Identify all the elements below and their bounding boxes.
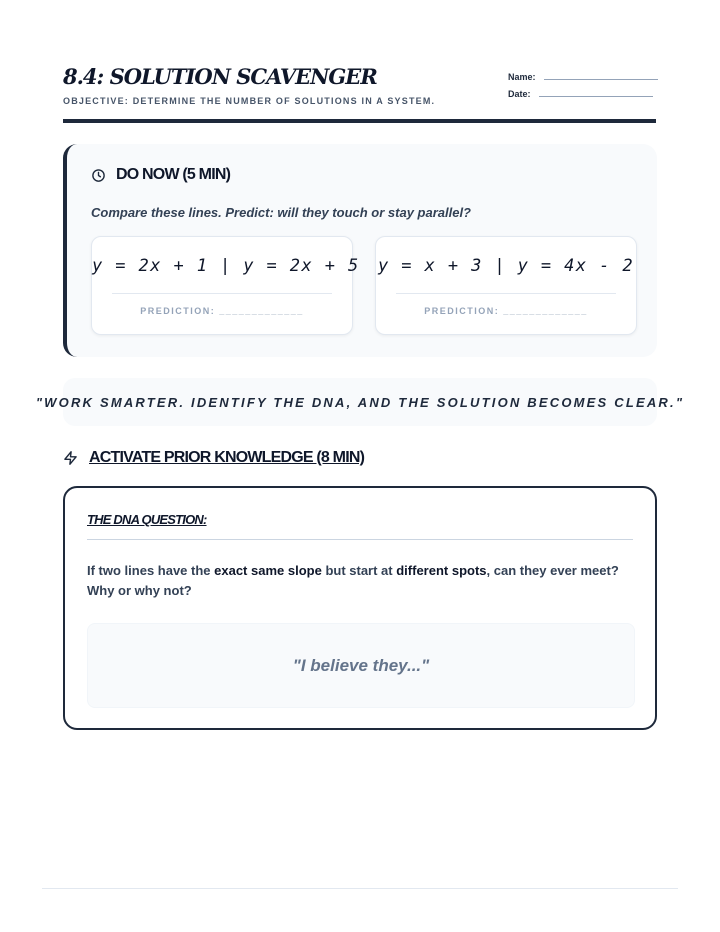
dna-question-text <box>87 561 635 601</box>
equation-pair: y = 2x + 1 | y = 2x + 5 <box>92 256 360 276</box>
objective-text: OBJECTIVE: DETERMINE THE NUMBER OF SOLUTIONS IN A SYSTEM. <box>63 96 436 106</box>
dna-question-label: THE DNA QUESTION: <box>87 512 207 527</box>
name-line[interactable] <box>544 79 658 80</box>
date-label: Date: <box>508 89 531 99</box>
header-divider <box>63 119 656 123</box>
motto-quote: "WORK SMARTER. IDENTIFY THE DNA, AND THE SOLUTION BECOMES CLEAR." <box>63 378 657 426</box>
answer-area[interactable]: "I believe they..." <box>87 623 635 708</box>
dna-question-box <box>63 486 657 730</box>
question-text-part: but start at <box>321 563 397 578</box>
question-emphasis: exact same slope <box>214 563 322 578</box>
do-now-title: DO NOW (5 MIN) <box>116 166 231 183</box>
card-divider <box>112 293 332 294</box>
lightning-icon <box>63 450 78 466</box>
name-label: Name: <box>508 72 536 82</box>
dna-divider <box>87 539 633 540</box>
name-field[interactable] <box>508 65 658 82</box>
student-info-fields <box>508 65 658 99</box>
do-now-panel <box>63 144 657 357</box>
prediction-blank[interactable]: PREDICTION: _____________ <box>140 306 304 316</box>
date-field[interactable] <box>508 82 658 99</box>
equation-cards <box>91 236 637 335</box>
equation-pair: y = x + 3 | y = 4x - 2 <box>378 256 634 276</box>
footer-divider <box>42 888 678 889</box>
activate-heading <box>63 449 364 467</box>
question-text-part: , can they ever meet? Why or why not? <box>87 563 619 598</box>
question-emphasis: different spots <box>396 563 487 578</box>
do-now-heading <box>91 166 230 184</box>
equation-card <box>91 236 360 335</box>
prediction-blank[interactable]: PREDICTION: _____________ <box>424 306 588 316</box>
clock-icon <box>91 168 106 183</box>
date-line[interactable] <box>539 96 653 97</box>
do-now-prompt: Compare these lines. Predict: will they touch or stay parallel? <box>91 205 471 220</box>
equation-card <box>375 236 637 335</box>
activate-title: ACTIVATE PRIOR KNOWLEDGE (8 MIN) <box>89 449 365 466</box>
page-title: 8.4: SOLUTION SCAVENGER <box>63 64 377 89</box>
question-text-part: If two lines have the <box>87 563 215 578</box>
card-divider <box>396 293 616 294</box>
